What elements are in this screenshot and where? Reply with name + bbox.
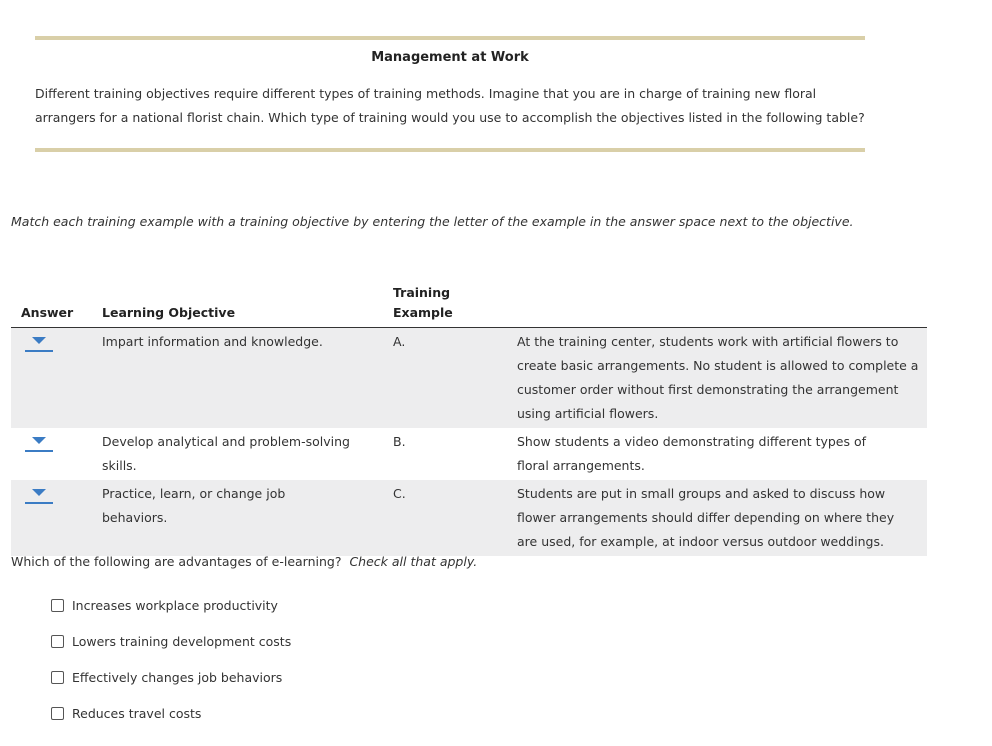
example-letter: C.	[393, 480, 517, 556]
table-row	[11, 328, 927, 429]
checkbox[interactable]	[51, 671, 64, 684]
answer-dropdown-2[interactable]	[25, 436, 53, 452]
table-header-row	[11, 283, 927, 328]
matching-table	[11, 283, 927, 556]
example-text-header	[517, 283, 927, 328]
example-header-line2: Example	[393, 305, 453, 320]
example-letter: B.	[393, 434, 406, 449]
option-reduces-travel[interactable]	[51, 706, 201, 721]
elearning-question	[11, 554, 477, 569]
objective-header: Learning Objective	[102, 283, 393, 328]
option-increases-productivity[interactable]	[51, 598, 278, 613]
checkbox[interactable]	[51, 707, 64, 720]
checkbox[interactable]	[51, 599, 64, 612]
question-hint: Check all that apply.	[349, 554, 478, 569]
top-divider	[35, 36, 865, 40]
match-instructions: Match each training example with a training objective by entering the letter of the example in the answer space next to the objective.	[11, 214, 854, 229]
answer-dropdown-1[interactable]	[25, 336, 53, 352]
objective-cell: Develop analytical and problem-solving skills.	[102, 434, 350, 473]
option-label: Lowers training development costs	[72, 634, 292, 649]
table-row	[11, 480, 927, 556]
option-label: Increases workplace productivity	[72, 598, 278, 613]
option-lowers-costs[interactable]	[51, 634, 291, 649]
bottom-divider	[35, 148, 865, 152]
intro-paragraph: Different training objectives require different types of training methods. Imagine that you are in charge of training new floral arrangers for a national florist chain. Which type of training would you use to accomplish the objectives listed in the following table?	[35, 86, 865, 125]
objective-cell: Impart information and knowledge.	[102, 328, 393, 429]
answer-header: Answer	[11, 283, 102, 328]
checkbox[interactable]	[51, 635, 64, 648]
table-row	[11, 428, 927, 480]
example-header-line1: Training	[393, 285, 451, 300]
example-letter: A.	[393, 328, 517, 429]
option-label: Effectively changes job behaviors	[72, 670, 283, 685]
option-changes-behaviors[interactable]	[51, 670, 282, 685]
page-title: Management at Work	[371, 50, 529, 65]
objective-cell: Practice, learn, or change job behaviors.	[102, 480, 393, 556]
question-text: Which of the following are advantages of e-learning?	[11, 554, 342, 569]
example-text: At the training center, students work with artificial flowers to create basic arrangements. No student is allowed to complete a customer order without first demonstrating the arrangement using artificial flowers.	[517, 328, 927, 429]
example-text: Show students a video demonstrating different types of floral arrangements.	[517, 434, 867, 473]
answer-dropdown-3[interactable]	[25, 488, 53, 504]
option-label: Reduces travel costs	[72, 706, 202, 721]
example-header	[393, 283, 517, 328]
example-text: Students are put in small groups and asked to discuss how flower arrangements should differ depending on where they are used, for example, at indoor versus outdoor weddings.	[517, 480, 927, 556]
